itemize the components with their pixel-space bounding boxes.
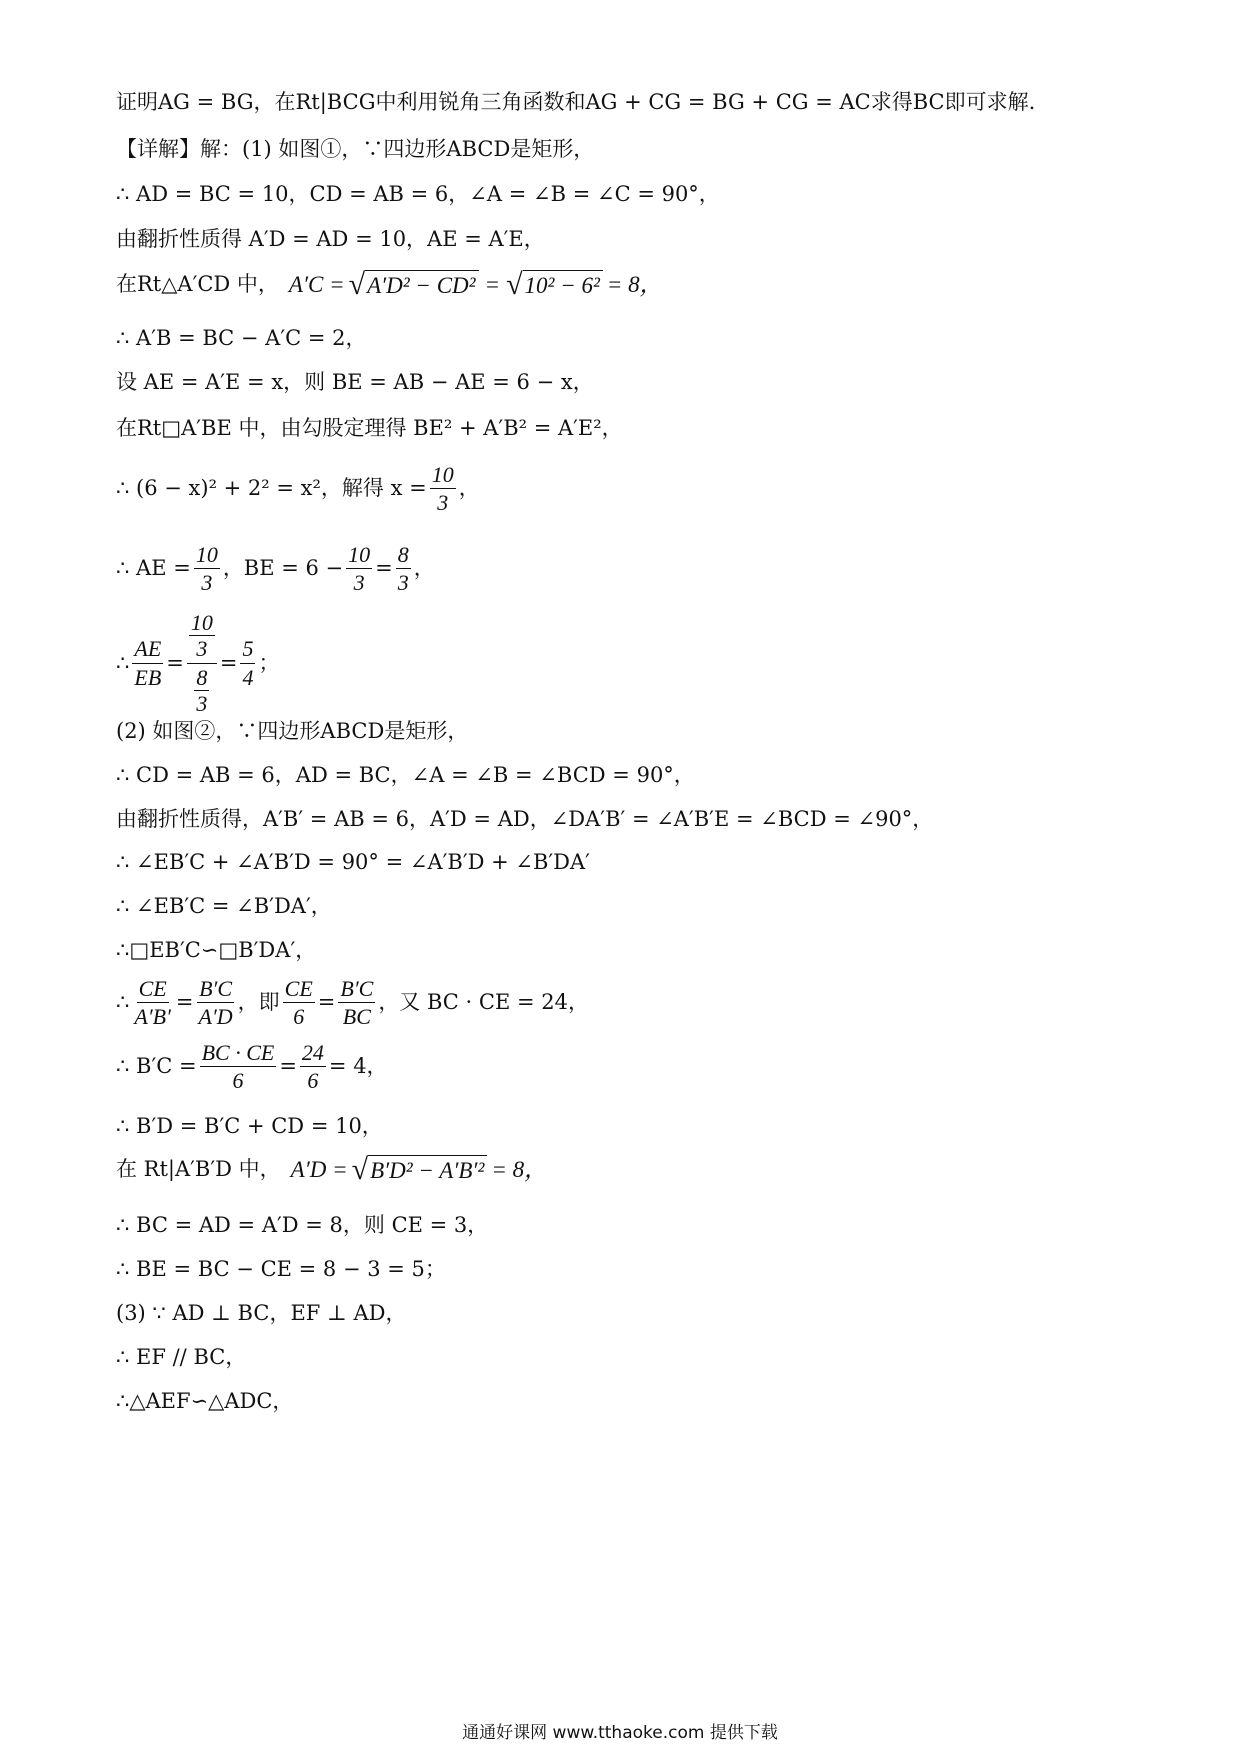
text: ，又 BC · CE = 24， — [378, 990, 589, 1015]
text: ， — [458, 476, 480, 501]
fraction: $\frac{CE}{A'B'}$ — [134, 976, 171, 1030]
page-footer: 通通好课网 www.tthaoke.com 提供下载 — [462, 1723, 778, 1743]
line-detail-21: ∴ BC = AD = A′D = 8，则 CE = 3， — [116, 1213, 489, 1237]
line-part-2: (2) 如图②，∵四边形ABCD是矩形， — [116, 719, 469, 743]
line-detail-7: 在Rt□A′BE 中，由勾股定理得 BE² + A′B² = A′E²， — [116, 416, 623, 440]
text: ， — [413, 556, 435, 581]
line-detail-25: ∴△AEF∽△ADC， — [116, 1389, 294, 1413]
line-detail-16: ∴□EB′C∽□B′DA′， — [116, 938, 317, 962]
fraction: $\frac{24}{6}$ — [301, 1040, 324, 1094]
fraction: $\frac{8}{3}$ — [397, 542, 409, 596]
sqrt: √ 10² − 6² — [506, 270, 603, 300]
line-detail-12: ∴ CD = AB = 6，AD = BC，∠A = ∠B = ∠BCD = 90°， — [116, 763, 695, 787]
line-detail-1: 【详解】解：(1) 如图①，∵四边形ABCD是矩形， — [116, 137, 595, 161]
text: ∴ — [116, 990, 130, 1015]
line-detail-14: ∴ ∠EB′C + ∠A′B′D = 90° = ∠A′B′D + ∠B′DA′ — [116, 850, 590, 874]
math: = 8， — [491, 1157, 548, 1183]
fraction: $\frac{B'C}{A'D}$ — [198, 976, 233, 1030]
text: ，BE = 6 − — [222, 556, 344, 581]
sqrt: √ A′D² − CD² — [349, 270, 479, 300]
line-similar-ratio — [116, 976, 589, 1030]
text: ∴ — [116, 650, 130, 675]
math: A′D = — [290, 1157, 348, 1183]
line-proof-intro: 证明AG = BG，在Rt|BCG中利用锐角三角函数和AG + CG = BG + CG = AC求得BC即可求解. — [116, 90, 1036, 114]
fraction: $\frac{AE}{EB}$ — [134, 636, 162, 690]
text: ； — [258, 650, 280, 675]
line-ratio — [116, 610, 279, 716]
math: = — [484, 272, 501, 298]
line-detail-15: ∴ ∠EB′C = ∠B′DA′， — [116, 894, 332, 918]
fraction: $\frac{5}{4}$ — [242, 636, 254, 690]
fraction: $\frac{CE}{6}$ — [284, 976, 313, 1030]
sqrt: √ B′D² − A′B′² — [352, 1155, 488, 1185]
line-detail-13: 由翻折性质得，A′B′ = AB = 6，A′D = AD，∠DA′B′ = ∠A′B′E = ∠BCD = ∠90°， — [116, 807, 934, 831]
fraction: $\frac{BC \cdot CE}{6}$ — [201, 1040, 275, 1094]
text: = — [375, 556, 393, 581]
line-ae-be — [116, 542, 435, 596]
text: = — [317, 990, 336, 1015]
line-detail-6: 设 AE = A′E = x，则 BE = AB − AE = 6 − x， — [116, 370, 594, 394]
fraction: $\frac{10}{3}$ — [431, 462, 454, 516]
text: = — [279, 1054, 297, 1079]
text: ∴ (6 − x)² + 2² = x²，解得 x = — [116, 476, 427, 501]
line-detail-24: ∴ EF // BC， — [116, 1345, 247, 1369]
line-pythag-2 — [116, 1155, 547, 1185]
line-detail-2: ∴ AD = BC = 10，CD = AB = 6，∠A = ∠B = ∠C = 90°， — [116, 182, 720, 206]
line-detail-3: 由翻折性质得 A′D = AD = 10，AE = A′E， — [116, 227, 545, 251]
text: 在 Rt|A′B′D 中， — [116, 1157, 281, 1182]
line-part-3: (3) ∵ AD ⊥ BC，EF ⊥ AD， — [116, 1301, 407, 1325]
line-detail-22: ∴ BE = BC − CE = 8 − 3 = 5； — [116, 1257, 446, 1281]
text: = — [166, 650, 184, 675]
text: = — [219, 650, 238, 675]
text: 在Rt△A′CD 中， — [116, 272, 279, 297]
math: = 8， — [606, 272, 663, 298]
text: = 4， — [328, 1054, 388, 1079]
line-detail-19: ∴ B′D = B′C + CD = 10， — [116, 1114, 383, 1138]
fraction: $\frac{10}{3}$ — [195, 542, 218, 596]
line-detail-5: ∴ A′B = BC − A′C = 2， — [116, 326, 367, 350]
compound-fraction: 10 3 8 3 — [187, 610, 217, 716]
text: ∴ B′C = — [116, 1054, 197, 1079]
line-bc-value — [116, 1040, 388, 1094]
fraction: $\frac{B'C}{BC}$ — [340, 976, 374, 1030]
line-pythag-1 — [116, 270, 663, 300]
text: ，即 — [237, 990, 280, 1015]
math: A′C = — [288, 272, 345, 298]
fraction: $\frac{10}{3}$ — [348, 542, 371, 596]
line-solve-x — [116, 462, 480, 516]
text: = — [175, 990, 194, 1015]
text: ∴ AE = — [116, 556, 191, 581]
